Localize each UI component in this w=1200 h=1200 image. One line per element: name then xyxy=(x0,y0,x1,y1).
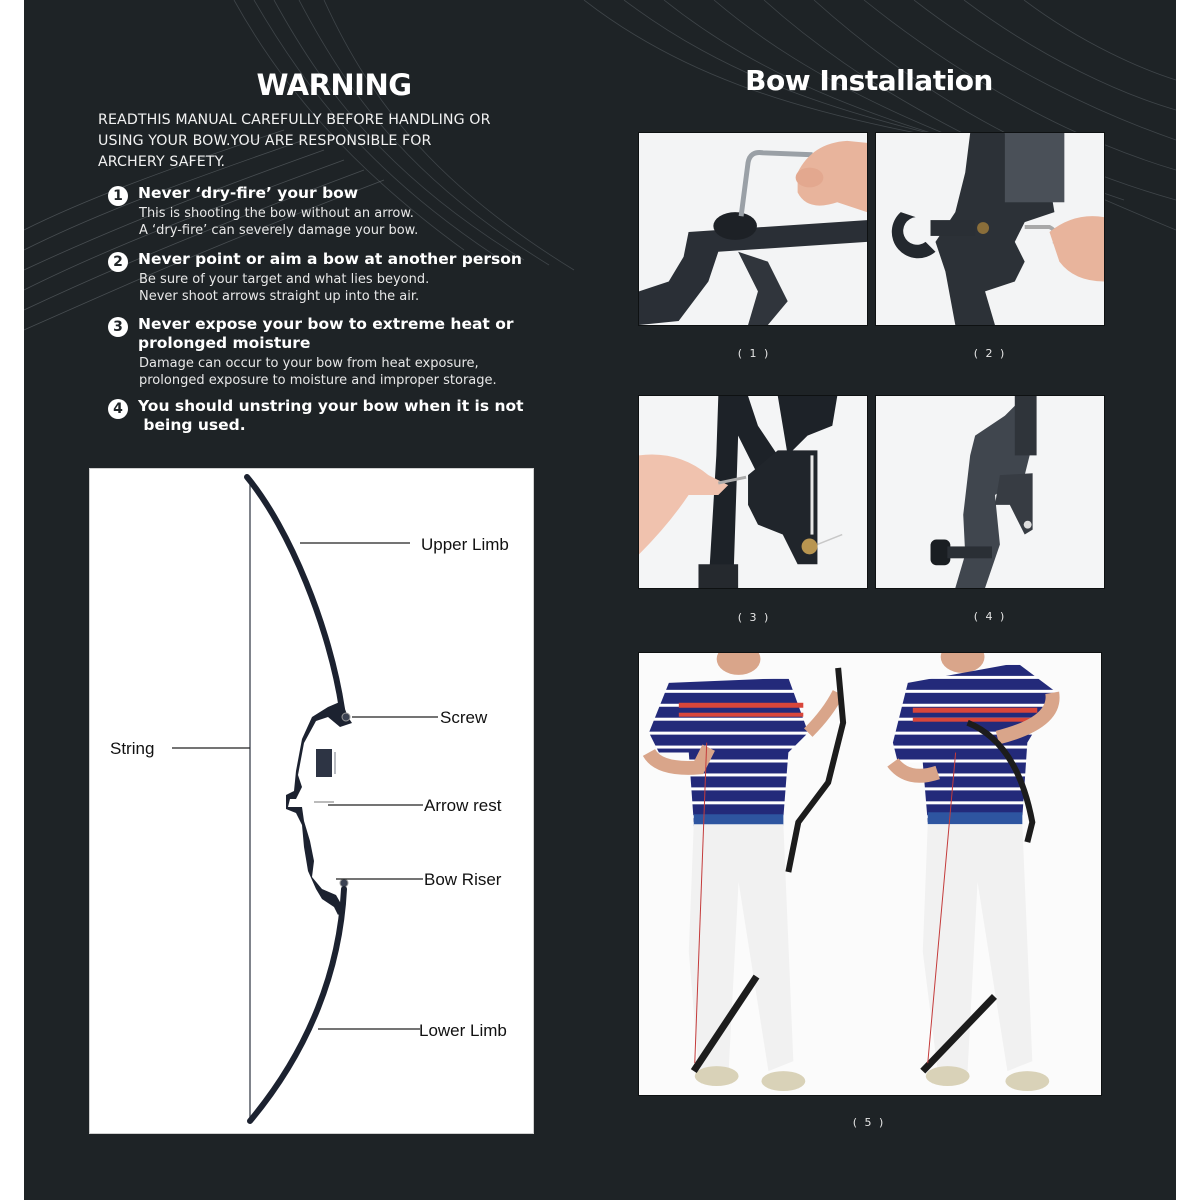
intro-line: ARCHERY SAFETY. xyxy=(98,154,226,170)
title-line: prolonged moisture xyxy=(138,334,311,352)
installation-title: Bow Installation xyxy=(745,64,993,97)
rule-title: Never ‘dry-fire’ your bow xyxy=(138,184,359,202)
rule-title xyxy=(138,397,538,435)
step-3-photo xyxy=(638,395,868,589)
intro-line: USING YOUR BOW.YOU ARE RESPONSIBLE FOR xyxy=(98,133,432,149)
step-2-caption: ( 2 ) xyxy=(973,347,1007,360)
step-5-caption: ( 5 ) xyxy=(852,1116,886,1129)
desc-line: Never shoot arrows straight up into the air. xyxy=(139,288,420,304)
title-line: being used. xyxy=(138,416,246,434)
step-4-photo xyxy=(875,395,1105,589)
number-badge-icon: 3 xyxy=(108,317,128,337)
label-bow-riser: Bow Riser xyxy=(424,870,502,889)
title-line: You should unstring your bow when it is not xyxy=(138,397,524,415)
step-3-caption: ( 3 ) xyxy=(737,611,771,624)
label-string: String xyxy=(110,739,155,758)
warning-title: WARNING xyxy=(256,68,412,102)
warning-intro xyxy=(98,110,538,173)
hex-key-arrow-rest-image xyxy=(876,133,1104,325)
title-line: Never expose your bow to extreme heat or xyxy=(138,315,514,333)
step-1-caption: ( 1 ) xyxy=(737,347,771,360)
stringing-bow-demonstration-image xyxy=(639,653,1101,1095)
manual-page xyxy=(24,0,1176,1200)
label-lower-limb: Lower Limb xyxy=(419,1021,507,1040)
label-screw: Screw xyxy=(440,708,488,727)
desc-line: Be sure of your target and what lies beyond. xyxy=(139,272,430,287)
step-4-caption: ( 4 ) xyxy=(973,610,1007,623)
rule-title xyxy=(138,315,538,353)
rule-title: Never point or aim a bow at another person xyxy=(138,250,522,268)
assembled-riser-image xyxy=(876,396,1104,588)
number-badge-icon: 2 xyxy=(108,252,128,272)
rule-description xyxy=(139,206,549,239)
bow-parts-diagram xyxy=(89,468,534,1134)
sight-plate-screw-image xyxy=(639,396,867,588)
number-badge-icon: 4 xyxy=(108,399,128,419)
desc-line: Damage can occur to your bow from heat exposure, xyxy=(139,356,479,371)
intro-line: READTHIS MANUAL CAREFULLY BEFORE HANDLING OR xyxy=(98,112,491,128)
step-2-photo xyxy=(875,132,1105,326)
desc-line: prolonged exposure to moisture and improper storage. xyxy=(139,372,497,388)
number-badge-icon: 1 xyxy=(108,186,128,206)
label-arrow-rest: Arrow rest xyxy=(424,796,502,815)
label-upper-limb: Upper Limb xyxy=(421,535,509,554)
desc-line: This is shooting the bow without an arrow. xyxy=(139,206,414,221)
step-5-photo xyxy=(638,652,1102,1096)
hex-key-limb-bolt-image xyxy=(639,133,867,325)
step-1-photo xyxy=(638,132,868,326)
rule-description xyxy=(139,272,549,305)
rule-description xyxy=(139,356,549,389)
desc-line: A ‘dry-fire’ can severely damage your bow. xyxy=(139,222,419,238)
